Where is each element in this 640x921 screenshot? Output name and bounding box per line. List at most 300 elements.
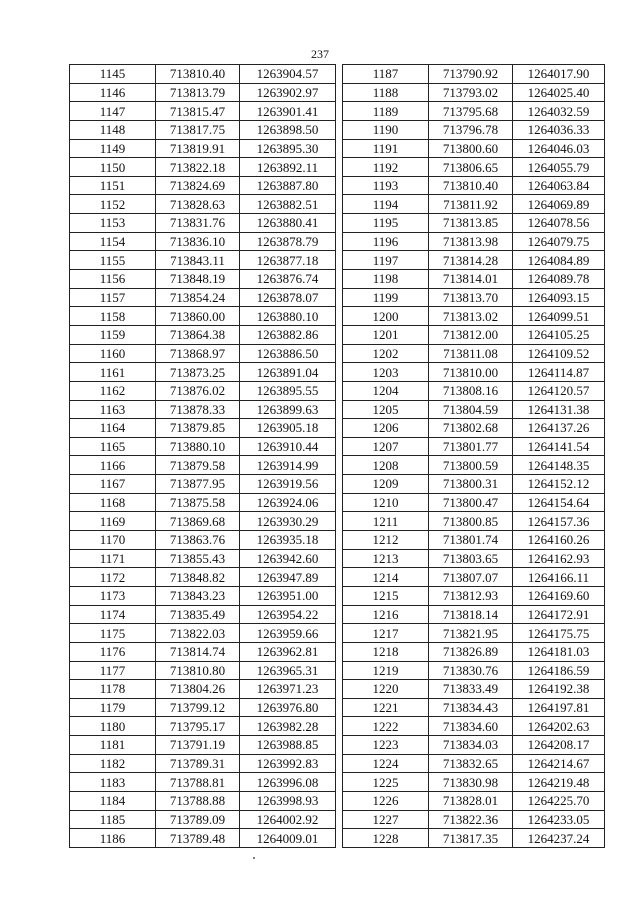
point-number-cell: 1169: [70, 512, 156, 531]
table-row: [343, 176, 605, 195]
x-coordinate-cell: 713806.65: [429, 158, 513, 177]
table-row: [343, 661, 605, 680]
x-coordinate-cell: 713813.02: [429, 307, 513, 326]
y-coordinate-cell: 1263891.04: [240, 363, 336, 382]
x-coordinate-cell: 713814.28: [429, 251, 513, 270]
x-coordinate-cell: 713830.98: [429, 773, 513, 792]
table-row: [70, 810, 336, 829]
point-number-cell: 1207: [343, 437, 429, 456]
y-coordinate-cell: 1263988.85: [240, 736, 336, 755]
point-number-cell: 1195: [343, 214, 429, 233]
point-number-cell: 1146: [70, 83, 156, 102]
point-number-cell: 1147: [70, 102, 156, 121]
x-coordinate-cell: 713854.24: [156, 288, 240, 307]
x-coordinate-cell: 713789.31: [156, 754, 240, 773]
point-number-cell: 1151: [70, 176, 156, 195]
y-coordinate-cell: 1263954.22: [240, 605, 336, 624]
point-number-cell: 1194: [343, 195, 429, 214]
table-row: [343, 736, 605, 755]
y-coordinate-cell: 1264069.89: [513, 195, 605, 214]
point-number-cell: 1214: [343, 568, 429, 587]
table-row: [70, 512, 336, 531]
point-number-cell: 1159: [70, 325, 156, 344]
table-row: [343, 512, 605, 531]
x-coordinate-cell: 713800.47: [429, 493, 513, 512]
y-coordinate-cell: 1264046.03: [513, 139, 605, 158]
y-coordinate-cell: 1264166.11: [513, 568, 605, 587]
table-row: [343, 139, 605, 158]
y-coordinate-cell: 1264186.59: [513, 661, 605, 680]
point-number-cell: 1173: [70, 586, 156, 605]
point-number-cell: 1175: [70, 624, 156, 643]
table-row: [343, 251, 605, 270]
table-row: [70, 232, 336, 251]
table-row: [70, 568, 336, 587]
y-coordinate-cell: 1264172.91: [513, 605, 605, 624]
table-row: [70, 65, 336, 84]
y-coordinate-cell: 1263935.18: [240, 531, 336, 550]
y-coordinate-cell: 1264063.84: [513, 176, 605, 195]
x-coordinate-cell: 713822.03: [156, 624, 240, 643]
point-number-cell: 1158: [70, 307, 156, 326]
point-number-cell: 1170: [70, 531, 156, 550]
point-number-cell: 1154: [70, 232, 156, 251]
x-coordinate-cell: 713843.11: [156, 251, 240, 270]
x-coordinate-cell: 713833.49: [429, 680, 513, 699]
table-row: [70, 829, 336, 848]
point-number-cell: 1206: [343, 419, 429, 438]
x-coordinate-cell: 713813.85: [429, 214, 513, 233]
scan-speck: [253, 857, 255, 859]
x-coordinate-cell: 713817.75: [156, 120, 240, 139]
y-coordinate-cell: 1263910.44: [240, 437, 336, 456]
x-coordinate-cell: 713863.76: [156, 531, 240, 550]
y-coordinate-cell: 1264099.51: [513, 307, 605, 326]
x-coordinate-cell: 713822.36: [429, 810, 513, 829]
y-coordinate-cell: 1263965.31: [240, 661, 336, 680]
point-number-cell: 1222: [343, 717, 429, 736]
table-row: [70, 456, 336, 475]
x-coordinate-cell: 713879.58: [156, 456, 240, 475]
y-coordinate-cell: 1263924.06: [240, 493, 336, 512]
y-coordinate-cell: 1264114.87: [513, 363, 605, 382]
y-coordinate-cell: 1263887.80: [240, 176, 336, 195]
point-number-cell: 1204: [343, 381, 429, 400]
point-number-cell: 1217: [343, 624, 429, 643]
point-number-cell: 1185: [70, 810, 156, 829]
table-row: [343, 363, 605, 382]
x-coordinate-cell: 713800.60: [429, 139, 513, 158]
x-coordinate-cell: 713789.09: [156, 810, 240, 829]
table-row: [70, 773, 336, 792]
x-coordinate-cell: 713879.85: [156, 419, 240, 438]
y-coordinate-cell: 1263951.00: [240, 586, 336, 605]
point-number-cell: 1205: [343, 400, 429, 419]
table-row: [343, 829, 605, 848]
y-coordinate-cell: 1263899.63: [240, 400, 336, 419]
x-coordinate-cell: 713796.78: [429, 120, 513, 139]
y-coordinate-cell: 1264078.56: [513, 214, 605, 233]
x-coordinate-cell: 713812.00: [429, 325, 513, 344]
y-coordinate-cell: 1263880.10: [240, 307, 336, 326]
x-coordinate-cell: 713812.93: [429, 586, 513, 605]
table-row: [70, 437, 336, 456]
y-coordinate-cell: 1263901.41: [240, 102, 336, 121]
point-number-cell: 1157: [70, 288, 156, 307]
y-coordinate-cell: 1263962.81: [240, 642, 336, 661]
coordinates-table-right-body: [343, 65, 605, 848]
y-coordinate-cell: 1264002.92: [240, 810, 336, 829]
table-row: [343, 568, 605, 587]
table-row: [70, 195, 336, 214]
table-row: [343, 773, 605, 792]
point-number-cell: 1176: [70, 642, 156, 661]
table-row: [343, 791, 605, 810]
y-coordinate-cell: 1264214.67: [513, 754, 605, 773]
table-row: [343, 195, 605, 214]
y-coordinate-cell: 1263898.50: [240, 120, 336, 139]
point-number-cell: 1156: [70, 270, 156, 289]
point-number-cell: 1203: [343, 363, 429, 382]
point-number-cell: 1182: [70, 754, 156, 773]
table-row: [343, 549, 605, 568]
table-row: [70, 307, 336, 326]
x-coordinate-cell: 713807.07: [429, 568, 513, 587]
point-number-cell: 1166: [70, 456, 156, 475]
y-coordinate-cell: 1264181.03: [513, 642, 605, 661]
point-number-cell: 1164: [70, 419, 156, 438]
table-row: [70, 139, 336, 158]
table-row: [343, 65, 605, 84]
table-row: [70, 120, 336, 139]
y-coordinate-cell: 1263996.08: [240, 773, 336, 792]
point-number-cell: 1183: [70, 773, 156, 792]
x-coordinate-cell: 713818.14: [429, 605, 513, 624]
table-row: [70, 176, 336, 195]
x-coordinate-cell: 713873.25: [156, 363, 240, 382]
table-row: [70, 381, 336, 400]
table-row: [70, 586, 336, 605]
x-coordinate-cell: 713875.58: [156, 493, 240, 512]
table-row: [70, 344, 336, 363]
point-number-cell: 1179: [70, 698, 156, 717]
table-row: [70, 325, 336, 344]
table-row: [343, 288, 605, 307]
x-coordinate-cell: 713834.43: [429, 698, 513, 717]
y-coordinate-cell: 1264093.15: [513, 288, 605, 307]
table-row: [343, 475, 605, 494]
x-coordinate-cell: 713880.10: [156, 437, 240, 456]
y-coordinate-cell: 1264152.12: [513, 475, 605, 494]
table-row: [343, 642, 605, 661]
table-row: [70, 214, 336, 233]
y-coordinate-cell: 1264157.36: [513, 512, 605, 531]
point-number-cell: 1186: [70, 829, 156, 848]
y-coordinate-cell: 1264162.93: [513, 549, 605, 568]
table-row: [343, 381, 605, 400]
y-coordinate-cell: 1263992.83: [240, 754, 336, 773]
point-number-cell: 1181: [70, 736, 156, 755]
point-number-cell: 1189: [343, 102, 429, 121]
x-coordinate-cell: 713813.79: [156, 83, 240, 102]
y-coordinate-cell: 1263895.30: [240, 139, 336, 158]
y-coordinate-cell: 1263877.18: [240, 251, 336, 270]
table-row: [70, 605, 336, 624]
y-coordinate-cell: 1263959.66: [240, 624, 336, 643]
point-number-cell: 1168: [70, 493, 156, 512]
y-coordinate-cell: 1264036.33: [513, 120, 605, 139]
point-number-cell: 1220: [343, 680, 429, 699]
table-row: [70, 642, 336, 661]
point-number-cell: 1165: [70, 437, 156, 456]
y-coordinate-cell: 1263886.50: [240, 344, 336, 363]
y-coordinate-cell: 1263892.11: [240, 158, 336, 177]
y-coordinate-cell: 1264202.63: [513, 717, 605, 736]
x-coordinate-cell: 713802.68: [429, 419, 513, 438]
x-coordinate-cell: 713876.02: [156, 381, 240, 400]
x-coordinate-cell: 713801.77: [429, 437, 513, 456]
table-row: [70, 288, 336, 307]
x-coordinate-cell: 713813.70: [429, 288, 513, 307]
point-number-cell: 1148: [70, 120, 156, 139]
x-coordinate-cell: 713795.17: [156, 717, 240, 736]
y-coordinate-cell: 1264154.64: [513, 493, 605, 512]
table-row: [343, 120, 605, 139]
x-coordinate-cell: 713824.69: [156, 176, 240, 195]
x-coordinate-cell: 713834.03: [429, 736, 513, 755]
point-number-cell: 1202: [343, 344, 429, 363]
coordinates-table-right: [342, 64, 605, 848]
point-number-cell: 1198: [343, 270, 429, 289]
x-coordinate-cell: 713877.95: [156, 475, 240, 494]
table-row: [343, 437, 605, 456]
table-row: [343, 158, 605, 177]
x-coordinate-cell: 713864.38: [156, 325, 240, 344]
y-coordinate-cell: 1264237.24: [513, 829, 605, 848]
table-row: [343, 344, 605, 363]
table-row: [343, 270, 605, 289]
x-coordinate-cell: 713810.00: [429, 363, 513, 382]
y-coordinate-cell: 1263947.89: [240, 568, 336, 587]
y-coordinate-cell: 1263998.93: [240, 791, 336, 810]
y-coordinate-cell: 1263878.07: [240, 288, 336, 307]
y-coordinate-cell: 1264208.17: [513, 736, 605, 755]
x-coordinate-cell: 713814.01: [429, 270, 513, 289]
y-coordinate-cell: 1264109.52: [513, 344, 605, 363]
y-coordinate-cell: 1264137.26: [513, 419, 605, 438]
point-number-cell: 1196: [343, 232, 429, 251]
y-coordinate-cell: 1264233.05: [513, 810, 605, 829]
coordinates-table-left: [69, 64, 336, 848]
table-row: [70, 419, 336, 438]
x-coordinate-cell: 713790.92: [429, 65, 513, 84]
y-coordinate-cell: 1263971.23: [240, 680, 336, 699]
point-number-cell: 1211: [343, 512, 429, 531]
y-coordinate-cell: 1264084.89: [513, 251, 605, 270]
y-coordinate-cell: 1263878.79: [240, 232, 336, 251]
y-coordinate-cell: 1264197.81: [513, 698, 605, 717]
x-coordinate-cell: 713848.19: [156, 270, 240, 289]
x-coordinate-cell: 713811.92: [429, 195, 513, 214]
point-number-cell: 1209: [343, 475, 429, 494]
point-number-cell: 1172: [70, 568, 156, 587]
table-row: [343, 698, 605, 717]
table-row: [343, 586, 605, 605]
x-coordinate-cell: 713828.63: [156, 195, 240, 214]
point-number-cell: 1188: [343, 83, 429, 102]
y-coordinate-cell: 1264219.48: [513, 773, 605, 792]
table-row: [343, 605, 605, 624]
x-coordinate-cell: 713814.74: [156, 642, 240, 661]
table-row: [70, 400, 336, 419]
point-number-cell: 1180: [70, 717, 156, 736]
x-coordinate-cell: 713799.12: [156, 698, 240, 717]
point-number-cell: 1199: [343, 288, 429, 307]
table-row: [70, 251, 336, 270]
table-row: [70, 549, 336, 568]
table-row: [70, 363, 336, 382]
table-row: [343, 456, 605, 475]
y-coordinate-cell: 1263882.86: [240, 325, 336, 344]
table-row: [343, 214, 605, 233]
table-row: [343, 232, 605, 251]
x-coordinate-cell: 713826.89: [429, 642, 513, 661]
x-coordinate-cell: 713813.98: [429, 232, 513, 251]
x-coordinate-cell: 713811.08: [429, 344, 513, 363]
y-coordinate-cell: 1263905.18: [240, 419, 336, 438]
y-coordinate-cell: 1264169.60: [513, 586, 605, 605]
point-number-cell: 1213: [343, 549, 429, 568]
table-row: [70, 680, 336, 699]
x-coordinate-cell: 713878.33: [156, 400, 240, 419]
table-row: [70, 624, 336, 643]
y-coordinate-cell: 1263982.28: [240, 717, 336, 736]
y-coordinate-cell: 1264131.38: [513, 400, 605, 419]
table-row: [343, 493, 605, 512]
table-row: [70, 102, 336, 121]
x-coordinate-cell: 713795.68: [429, 102, 513, 121]
point-number-cell: 1197: [343, 251, 429, 270]
table-row: [70, 698, 336, 717]
x-coordinate-cell: 713815.47: [156, 102, 240, 121]
x-coordinate-cell: 713832.65: [429, 754, 513, 773]
point-number-cell: 1145: [70, 65, 156, 84]
x-coordinate-cell: 713800.31: [429, 475, 513, 494]
point-number-cell: 1190: [343, 120, 429, 139]
x-coordinate-cell: 713835.49: [156, 605, 240, 624]
point-number-cell: 1210: [343, 493, 429, 512]
x-coordinate-cell: 713810.40: [156, 65, 240, 84]
x-coordinate-cell: 713822.18: [156, 158, 240, 177]
y-coordinate-cell: 1264141.54: [513, 437, 605, 456]
point-number-cell: 1216: [343, 605, 429, 624]
point-number-cell: 1226: [343, 791, 429, 810]
point-number-cell: 1187: [343, 65, 429, 84]
y-coordinate-cell: 1263876.74: [240, 270, 336, 289]
x-coordinate-cell: 713831.76: [156, 214, 240, 233]
y-coordinate-cell: 1264009.01: [240, 829, 336, 848]
y-coordinate-cell: 1263882.51: [240, 195, 336, 214]
table-row: [343, 810, 605, 829]
point-number-cell: 1221: [343, 698, 429, 717]
point-number-cell: 1215: [343, 586, 429, 605]
x-coordinate-cell: 713788.81: [156, 773, 240, 792]
table-row: [70, 791, 336, 810]
point-number-cell: 1218: [343, 642, 429, 661]
point-number-cell: 1193: [343, 176, 429, 195]
table-row: [70, 83, 336, 102]
point-number-cell: 1178: [70, 680, 156, 699]
x-coordinate-cell: 713803.65: [429, 549, 513, 568]
table-row: [343, 717, 605, 736]
page-number: 237: [311, 47, 329, 61]
point-number-cell: 1150: [70, 158, 156, 177]
x-coordinate-cell: 713868.97: [156, 344, 240, 363]
y-coordinate-cell: 1264089.78: [513, 270, 605, 289]
y-coordinate-cell: 1264120.57: [513, 381, 605, 400]
y-coordinate-cell: 1264148.35: [513, 456, 605, 475]
table-row: [70, 270, 336, 289]
y-coordinate-cell: 1264017.90: [513, 65, 605, 84]
point-number-cell: 1167: [70, 475, 156, 494]
point-number-cell: 1228: [343, 829, 429, 848]
coordinates-table-left-body: [70, 65, 336, 848]
y-coordinate-cell: 1263895.55: [240, 381, 336, 400]
point-number-cell: 1153: [70, 214, 156, 233]
x-coordinate-cell: 713800.85: [429, 512, 513, 531]
point-number-cell: 1184: [70, 791, 156, 810]
x-coordinate-cell: 713791.19: [156, 736, 240, 755]
point-number-cell: 1225: [343, 773, 429, 792]
table-row: [343, 400, 605, 419]
x-coordinate-cell: 713834.60: [429, 717, 513, 736]
table-row: [70, 754, 336, 773]
point-number-cell: 1219: [343, 661, 429, 680]
y-coordinate-cell: 1263914.99: [240, 456, 336, 475]
y-coordinate-cell: 1264025.40: [513, 83, 605, 102]
point-number-cell: 1212: [343, 531, 429, 550]
x-coordinate-cell: 713828.01: [429, 791, 513, 810]
table-row: [70, 475, 336, 494]
x-coordinate-cell: 713810.80: [156, 661, 240, 680]
x-coordinate-cell: 713830.76: [429, 661, 513, 680]
point-number-cell: 1171: [70, 549, 156, 568]
point-number-cell: 1227: [343, 810, 429, 829]
table-row: [343, 419, 605, 438]
x-coordinate-cell: 713788.88: [156, 791, 240, 810]
y-coordinate-cell: 1263902.97: [240, 83, 336, 102]
y-coordinate-cell: 1263919.56: [240, 475, 336, 494]
x-coordinate-cell: 713789.48: [156, 829, 240, 848]
point-number-cell: 1200: [343, 307, 429, 326]
table-row: [70, 717, 336, 736]
y-coordinate-cell: 1263976.80: [240, 698, 336, 717]
y-coordinate-cell: 1264079.75: [513, 232, 605, 251]
table-row: [70, 158, 336, 177]
x-coordinate-cell: 713804.59: [429, 400, 513, 419]
y-coordinate-cell: 1263930.29: [240, 512, 336, 531]
table-row: [343, 624, 605, 643]
y-coordinate-cell: 1264055.79: [513, 158, 605, 177]
point-number-cell: 1224: [343, 754, 429, 773]
point-number-cell: 1192: [343, 158, 429, 177]
point-number-cell: 1163: [70, 400, 156, 419]
x-coordinate-cell: 713804.26: [156, 680, 240, 699]
y-coordinate-cell: 1264032.59: [513, 102, 605, 121]
point-number-cell: 1160: [70, 344, 156, 363]
table-row: [343, 325, 605, 344]
x-coordinate-cell: 713801.74: [429, 531, 513, 550]
